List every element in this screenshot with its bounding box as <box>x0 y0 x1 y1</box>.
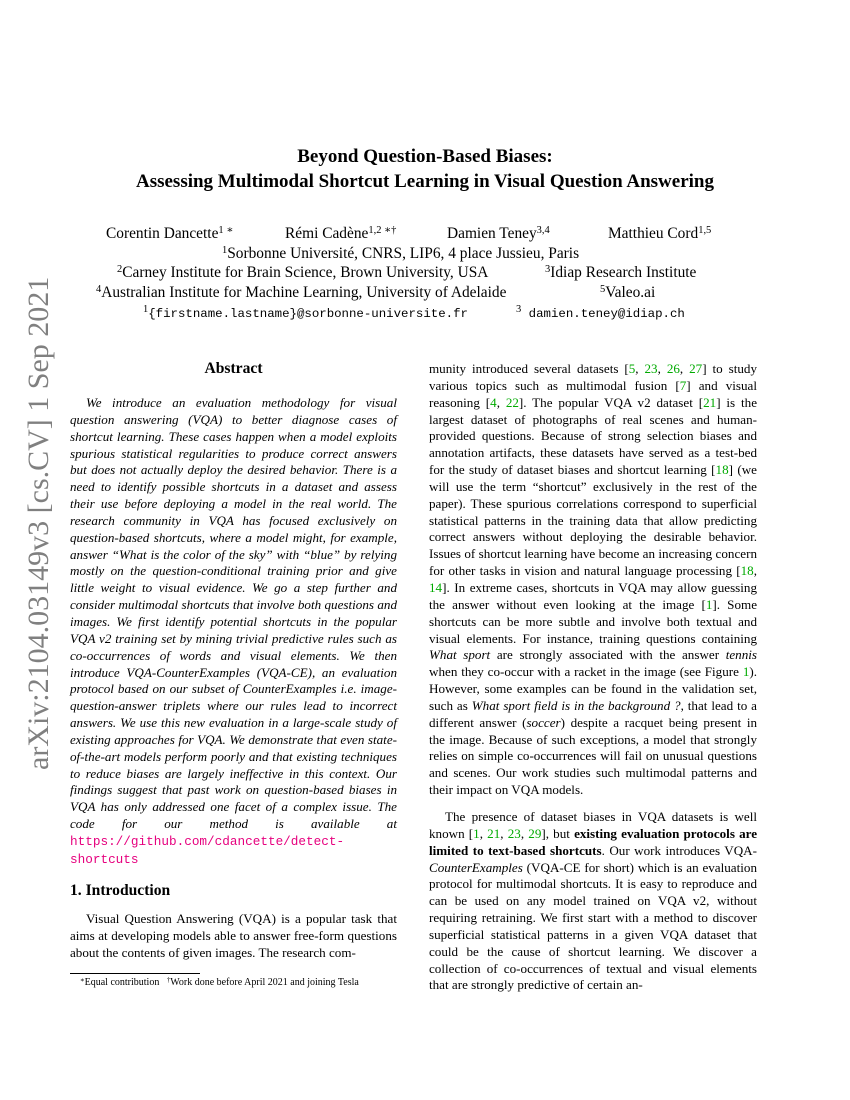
author-2: Rémi Cadène$^{1,2 ∗\dagger}$ <box>285 224 397 242</box>
affiliation-4: $^4$Australian Institute for Machine Learning, University of Adelaide <box>96 283 507 301</box>
citation[interactable]: 1 <box>473 825 480 841</box>
email-2: $^3$ damien.teney@idiap.ch <box>516 303 685 321</box>
footnote: ∗Equal contribution †Work done before April 2021 and joining Tesla <box>80 976 359 988</box>
abstract-text: We introduce an evaluation methodology for visual question answering (VQA) to better diagnose cases of shortcut learning. These cases happen when a model exploits spurious statistical regularities to produce correct answers but does not actually deploy the desired behavior. There is a need to identify possible shortcuts in a dataset and assess their use before deploying a model in the real world. The research community in VQA has focused exclusively on question-based shortcuts, where a model might, for example, answer “What is the color of the sky” with “blue” by relying mostly on the question-conditional training prior and give little weight to visual evidence. We go a step further and consider multimodal shortcuts that involve both questions and images. We first identify potential shortcuts in the popular VQA v2 training set by mining trivial predictive rules such as co-occurrences of words and visual elements. We then introduce VQA-CounterExamples (VQA-CE), an evaluation protocol based on our subset of CounterExamples i.e. image-question-answer triplets where our rules lead to incorrect answers. We use this new evaluation in a large-scale study of existing approaches for VQA. We demonstrate that even state-of-the-art models perform poorly and that existing techniques to reduce biases are largely ineffective in this context. Our findings suggest that past work on question-based biases in VQA has only addressed one facet of a complex issue. The code for our method is available at <box>70 395 397 832</box>
affiliation-1: $^1$Sorbonne Université, CNRS, LIP6, 4 place Jussieu, Paris <box>222 244 580 262</box>
citation[interactable]: 7 <box>679 377 687 393</box>
citation[interactable]: 26 <box>666 361 680 376</box>
abstract-heading: Abstract <box>204 360 263 377</box>
introduction-heading: 1. Introduction <box>70 882 171 899</box>
citation[interactable]: 22 <box>505 394 519 410</box>
citation[interactable]: 23 <box>507 825 521 841</box>
introduction-paragraph: Visual Question Answering (VQA) is a popular task that aims at developing models able to answer free-form questions about the contents of given images. The research com- <box>70 911 397 960</box>
citation[interactable]: 23 <box>644 361 658 376</box>
citation[interactable]: 18 <box>740 563 754 579</box>
citation[interactable]: 21 <box>703 394 717 410</box>
right-column-paragraph-1: munity introduced several datasets [5, 23, 26, 27] to study various topics such as multimodal fusion [7] and visual reasoning [4, 22]. The popular VQA v2 dataset [21] is the largest dataset of photographs of real scenes and human-provided questions. Because of strong selection biases and annotation artifacts, these datasets have served as a test-bed for the study of dataset biases and shortcut learning [18] (we will use the term “shortcut” exclusively in the rest of the paper). These spurious correlations correspond to superficial statistical patterns in the training data that allow predicting correct answers without deploying the desirable behavior. Issues of shortcut learning have become an increasing concern for other tasks in vision and natural language processing [18, 14]. In extreme cases, shortcuts in VQA may allow guessing the answer without even looking at the image [1]. Some shortcuts can be more subtle and involve both textual and visual elements. For instance, training questions containing What sport are strongly associated with the answer tennis when they co-occur with a racket in the image (see Figure 1). However, some examples can be found in the validation set, such as What sport field is in the background ?, that lead to a different answer (soccer) despite a racquet being present in the image. Because of such exceptions, a model that strongly relies on simple co-occurrences will fail on unusual questions and scenes. Our work studies such multimodal patterns and their impact on VQA models. <box>429 361 758 798</box>
footnote-rule <box>70 973 200 974</box>
author-3: Damien Teney$^{3,4}$ <box>447 224 550 242</box>
citation[interactable]: 18 <box>715 462 729 478</box>
affiliation-3: $^3$Idiap Research Institute <box>545 263 697 281</box>
figure-reference[interactable]: 1 <box>742 664 750 680</box>
abstract-body <box>70 395 397 869</box>
affiliation-5: $^5$Valeo.ai <box>600 283 656 301</box>
paper-title-line2: Assessing Multimodal Shortcut Learning in Visual Question Answering <box>135 171 714 192</box>
code-link[interactable]: https://github.com/cdancette/detect-shortcuts <box>70 833 345 867</box>
citation[interactable]: 29 <box>528 825 542 841</box>
arxiv-identifier: arXiv:2104.03149v3 [cs.CV] 1 Sep 2021 <box>22 276 55 770</box>
citation[interactable]: 14 <box>429 579 443 595</box>
email-1: $^1${firstname.lastname}@sorbonne-universite.fr <box>143 303 468 321</box>
citation[interactable]: 21 <box>487 825 501 841</box>
author-1: Corentin Dancette$^{1 ∗}$ <box>106 224 234 242</box>
citation[interactable]: 4 <box>490 394 497 410</box>
affiliation-2: $^2$Carney Institute for Brain Science, Brown University, USA <box>117 263 489 281</box>
author-4: Matthieu Cord$^{1,5}$ <box>608 224 712 242</box>
citation[interactable]: 27 <box>689 361 703 376</box>
paper-title-line1: Beyond Question-Based Biases: <box>297 146 553 167</box>
citation[interactable]: 1 <box>705 596 713 612</box>
right-column-paragraph-2: The presence of dataset biases in VQA datasets is well known [1, 21, 23, 29], but existing evaluation protocols are limited to text-based shortcuts. Our work introduces VQA-CounterExamples (VQA-CE for short) which is an evaluation protocol for multimodal shortcuts. It is easy to reproduce and can be used on any model trained on VQA v2, without requiring retraining. We first start with a method to discover superficial statistical patterns in a given VQA dataset that could be the cause of shortcut learning. We discover a collection of co-occurrences of textual and visual elements that are strongly predictive of certain an- <box>429 809 758 993</box>
citation[interactable]: 5 <box>628 361 636 376</box>
